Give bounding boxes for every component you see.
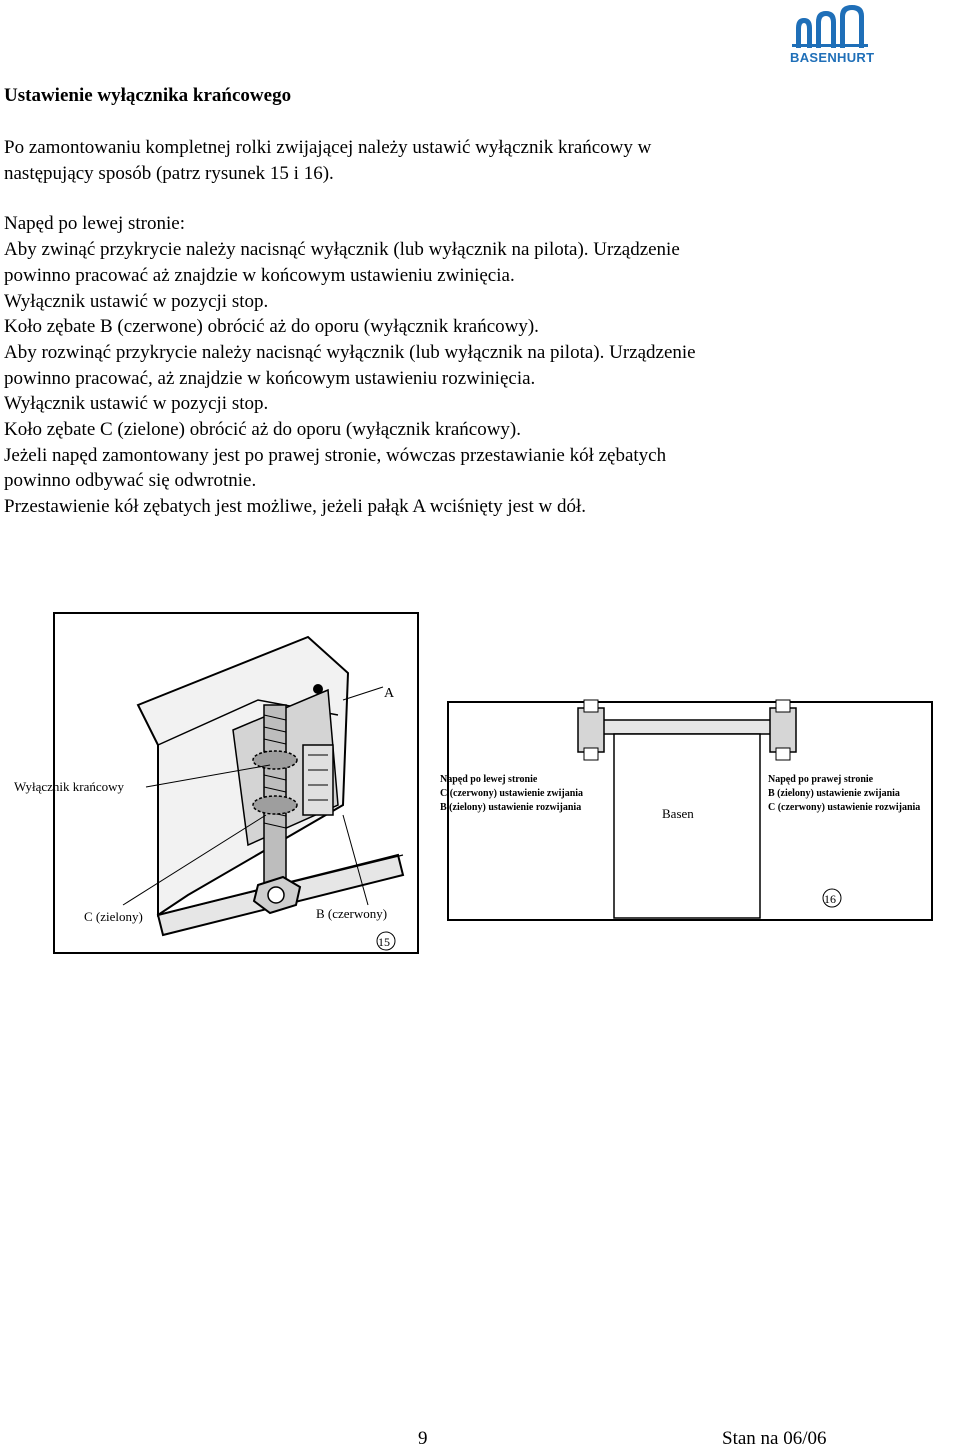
instruction-line: Koło zębate C (zielone) obrócić aż do oporu (wyłącznik krańcowy). [4, 419, 522, 441]
arches-logo-icon [790, 4, 872, 50]
revision-date: Stan na 06/06 [722, 1428, 827, 1449]
instruction-line: Wyłącznik ustawić w pozycji stop. [4, 290, 269, 312]
right-drive-line-2: C (czerwony) ustawienie rozwijania [768, 802, 921, 813]
instruction-line: Jeżeli napęd zamontowany jest po prawej stronie, wówczas przestawianie kół zębatych [4, 444, 667, 466]
page-number: 9 [418, 1428, 428, 1449]
logo-text: BASENHURT [790, 50, 875, 65]
instruction-line: Przestawienie kół zębatych jest możliwe, jeżeli pałąk A wciśnięty jest w dół. [4, 496, 586, 518]
figure-15 [8, 605, 428, 960]
instruction-line: Wyłącznik ustawić w pozycji stop. [4, 393, 269, 415]
label-limit-switch: Wyłącznik krańcowy [14, 779, 125, 794]
instruction-line: Napęd po lewej stronie: [4, 213, 185, 235]
instruction-line: Aby zwinąć przykrycie należy nacisnąć wyłącznik (lub wyłącznik na pilota). Urządzenie [4, 239, 680, 261]
label-c: C (zielony) [84, 909, 143, 924]
label-a: A [384, 686, 395, 701]
instruction-line: powinno pracować, aż znajdzie w końcowym ustawieniu rozwinięcia. [4, 367, 536, 389]
brand-logo [790, 4, 875, 68]
pool-layout-drawing [432, 690, 954, 948]
instruction-line: powinno odbywać się odwrotnie. [4, 470, 257, 492]
left-drive-line-1: C (czerwony) ustawienie zwijania [440, 788, 584, 799]
left-drive-heading: Napęd po lewej stronie [440, 774, 538, 785]
pool-label: Basen [662, 806, 694, 821]
limit-switch-drawing [8, 605, 428, 960]
section-title: Ustawienie wyłącznika krańcowego [4, 85, 292, 106]
figure-16 [432, 690, 954, 948]
intro-line: Po zamontowaniu kompletnej rolki zwijającej należy ustawić wyłącznik krańcowy w [4, 137, 652, 158]
right-drive-heading: Napęd po prawej stronie [768, 774, 874, 785]
instructions-text [4, 135, 904, 520]
label-b: B (czerwony) [316, 906, 388, 921]
instruction-line: Koło zębate B (czerwone) obrócić aż do oporu (wyłącznik krańcowy). [4, 316, 539, 338]
instruction-line: Aby rozwinąć przykrycie należy nacisnąć wyłącznik (lub wyłącznik na pilota). Urządzenie [4, 341, 696, 363]
intro-line: następujący sposób (patrz rysunek 15 i 16). [4, 162, 334, 184]
figure-number-15: 15 [378, 935, 390, 949]
figure-number-16: 16 [824, 892, 836, 906]
left-drive-line-2: B (zielony) ustawienie rozwijania [440, 802, 582, 813]
instruction-line: powinno pracować aż znajdzie w końcowym ustawieniu zwinięcia. [4, 264, 515, 286]
right-drive-line-1: B (zielony) ustawienie zwijania [768, 788, 900, 799]
